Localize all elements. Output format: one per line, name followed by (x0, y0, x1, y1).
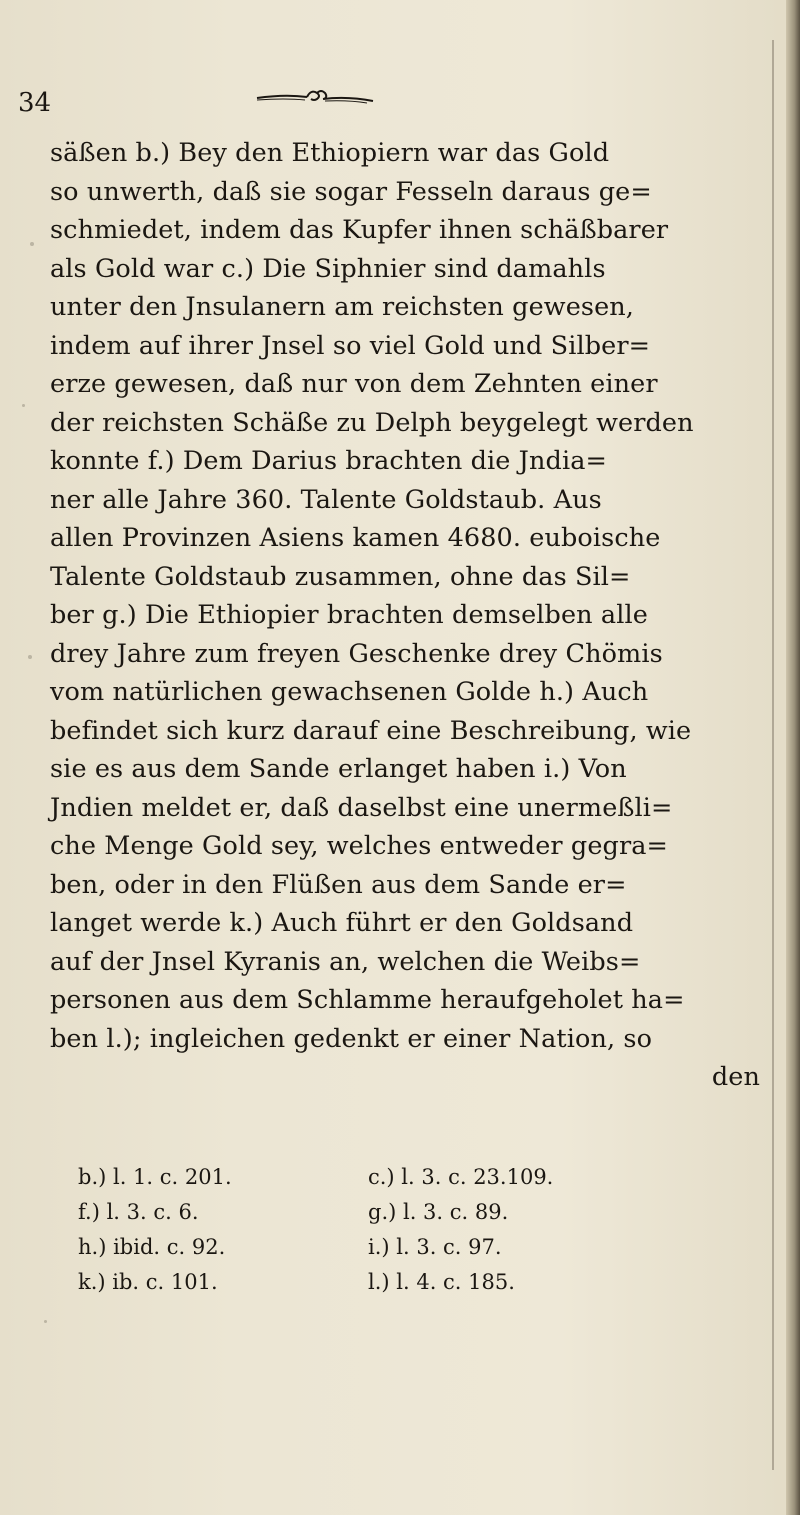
text-line: so unwerth, daß sie sogar Fesseln daraus ge= (50, 176, 652, 207)
text-line: indem auf ihrer Jnsel so viel Gold und Silber= (50, 330, 651, 361)
text-line: befindet sich kurz darauf eine Beschreibung, wie (50, 715, 692, 746)
page-crease (772, 40, 774, 1470)
footnote: g.) l. 3. c. 89. (368, 1200, 509, 1224)
text-line: der reichsten Schäße zu Delph beygelegt werden (50, 407, 694, 438)
printers-ornament-icon (255, 86, 375, 112)
paper-speck (28, 655, 32, 659)
catchword: den (711, 1062, 760, 1092)
text-line: säßen b.) Bey den Ethiopiern war das Gold (50, 138, 610, 168)
paper-speck (30, 242, 34, 246)
text-line: che Menge Gold sey, welches entweder gegra= (50, 831, 669, 861)
footnotes (78, 1160, 698, 1300)
text-line: ner alle Jahre 360. Talente Goldstaub. Aus (50, 484, 602, 515)
page-edge-shadow (786, 0, 800, 1515)
text-line: personen aus dem Schlamme heraufgeholet ha= (50, 985, 685, 1015)
footnote: f.) l. 3. c. 6. (78, 1200, 199, 1224)
footnote-row (78, 1230, 698, 1265)
body-text (50, 134, 770, 1097)
text-line: erze gewesen, daß nur von dem Zehnten einer (50, 369, 658, 399)
text-line: schmiedet, indem das Kupfer ihnen schäßbarer (50, 215, 669, 245)
footnote: b.) l. 1. c. 201. (78, 1165, 232, 1189)
paper-speck (22, 404, 25, 407)
text-line: allen Provinzen Asiens kamen 4680. euboische (50, 523, 661, 553)
text-line: auf der Jnsel Kyranis an, welchen die Weibs= (50, 946, 641, 977)
footnote: k.) ib. c. 101. (78, 1270, 218, 1294)
text-line: drey Jahre zum freyen Geschenke drey Chömis (50, 638, 663, 669)
text-line: Talente Goldstaub zusammen, ohne das Sil= (50, 561, 631, 592)
footnote: i.) l. 3. c. 97. (368, 1235, 502, 1259)
text-line: Jndien meldet er, daß daselbst eine unermeßli= (50, 792, 673, 823)
footnote-row (78, 1265, 698, 1300)
text-line: langet werde k.) Auch führt er den Goldsand (50, 908, 634, 938)
footnote: l.) l. 4. c. 185. (368, 1270, 515, 1294)
paper-speck (44, 1320, 47, 1323)
text-line: vom natürlichen gewachsenen Golde h.) Auch (50, 677, 649, 707)
footnote: c.) l. 3. c. 23.109. (368, 1165, 554, 1189)
text-line: konnte f.) Dem Darius brachten die Jndia= (50, 446, 607, 476)
text-line: als Gold war c.) Die Siphnier sind damahls (50, 253, 606, 284)
text-line: ben l.); ingleichen gedenkt er einer Nation, so (50, 1023, 653, 1054)
text-line: unter den Jnsulanern am reichsten gewesen, (50, 292, 634, 322)
footnote-row (78, 1160, 698, 1195)
footnote: h.) ibid. c. 92. (78, 1235, 226, 1259)
text-line: ber g.) Die Ethiopier brachten demselben alle (50, 600, 648, 630)
footnote-row (78, 1195, 698, 1230)
page-number: 34 (18, 88, 52, 118)
text-line: ben, oder in den Flüßen aus dem Sande er= (50, 869, 627, 900)
text-line: sie es aus dem Sande erlanget haben i.) Von (50, 754, 627, 784)
